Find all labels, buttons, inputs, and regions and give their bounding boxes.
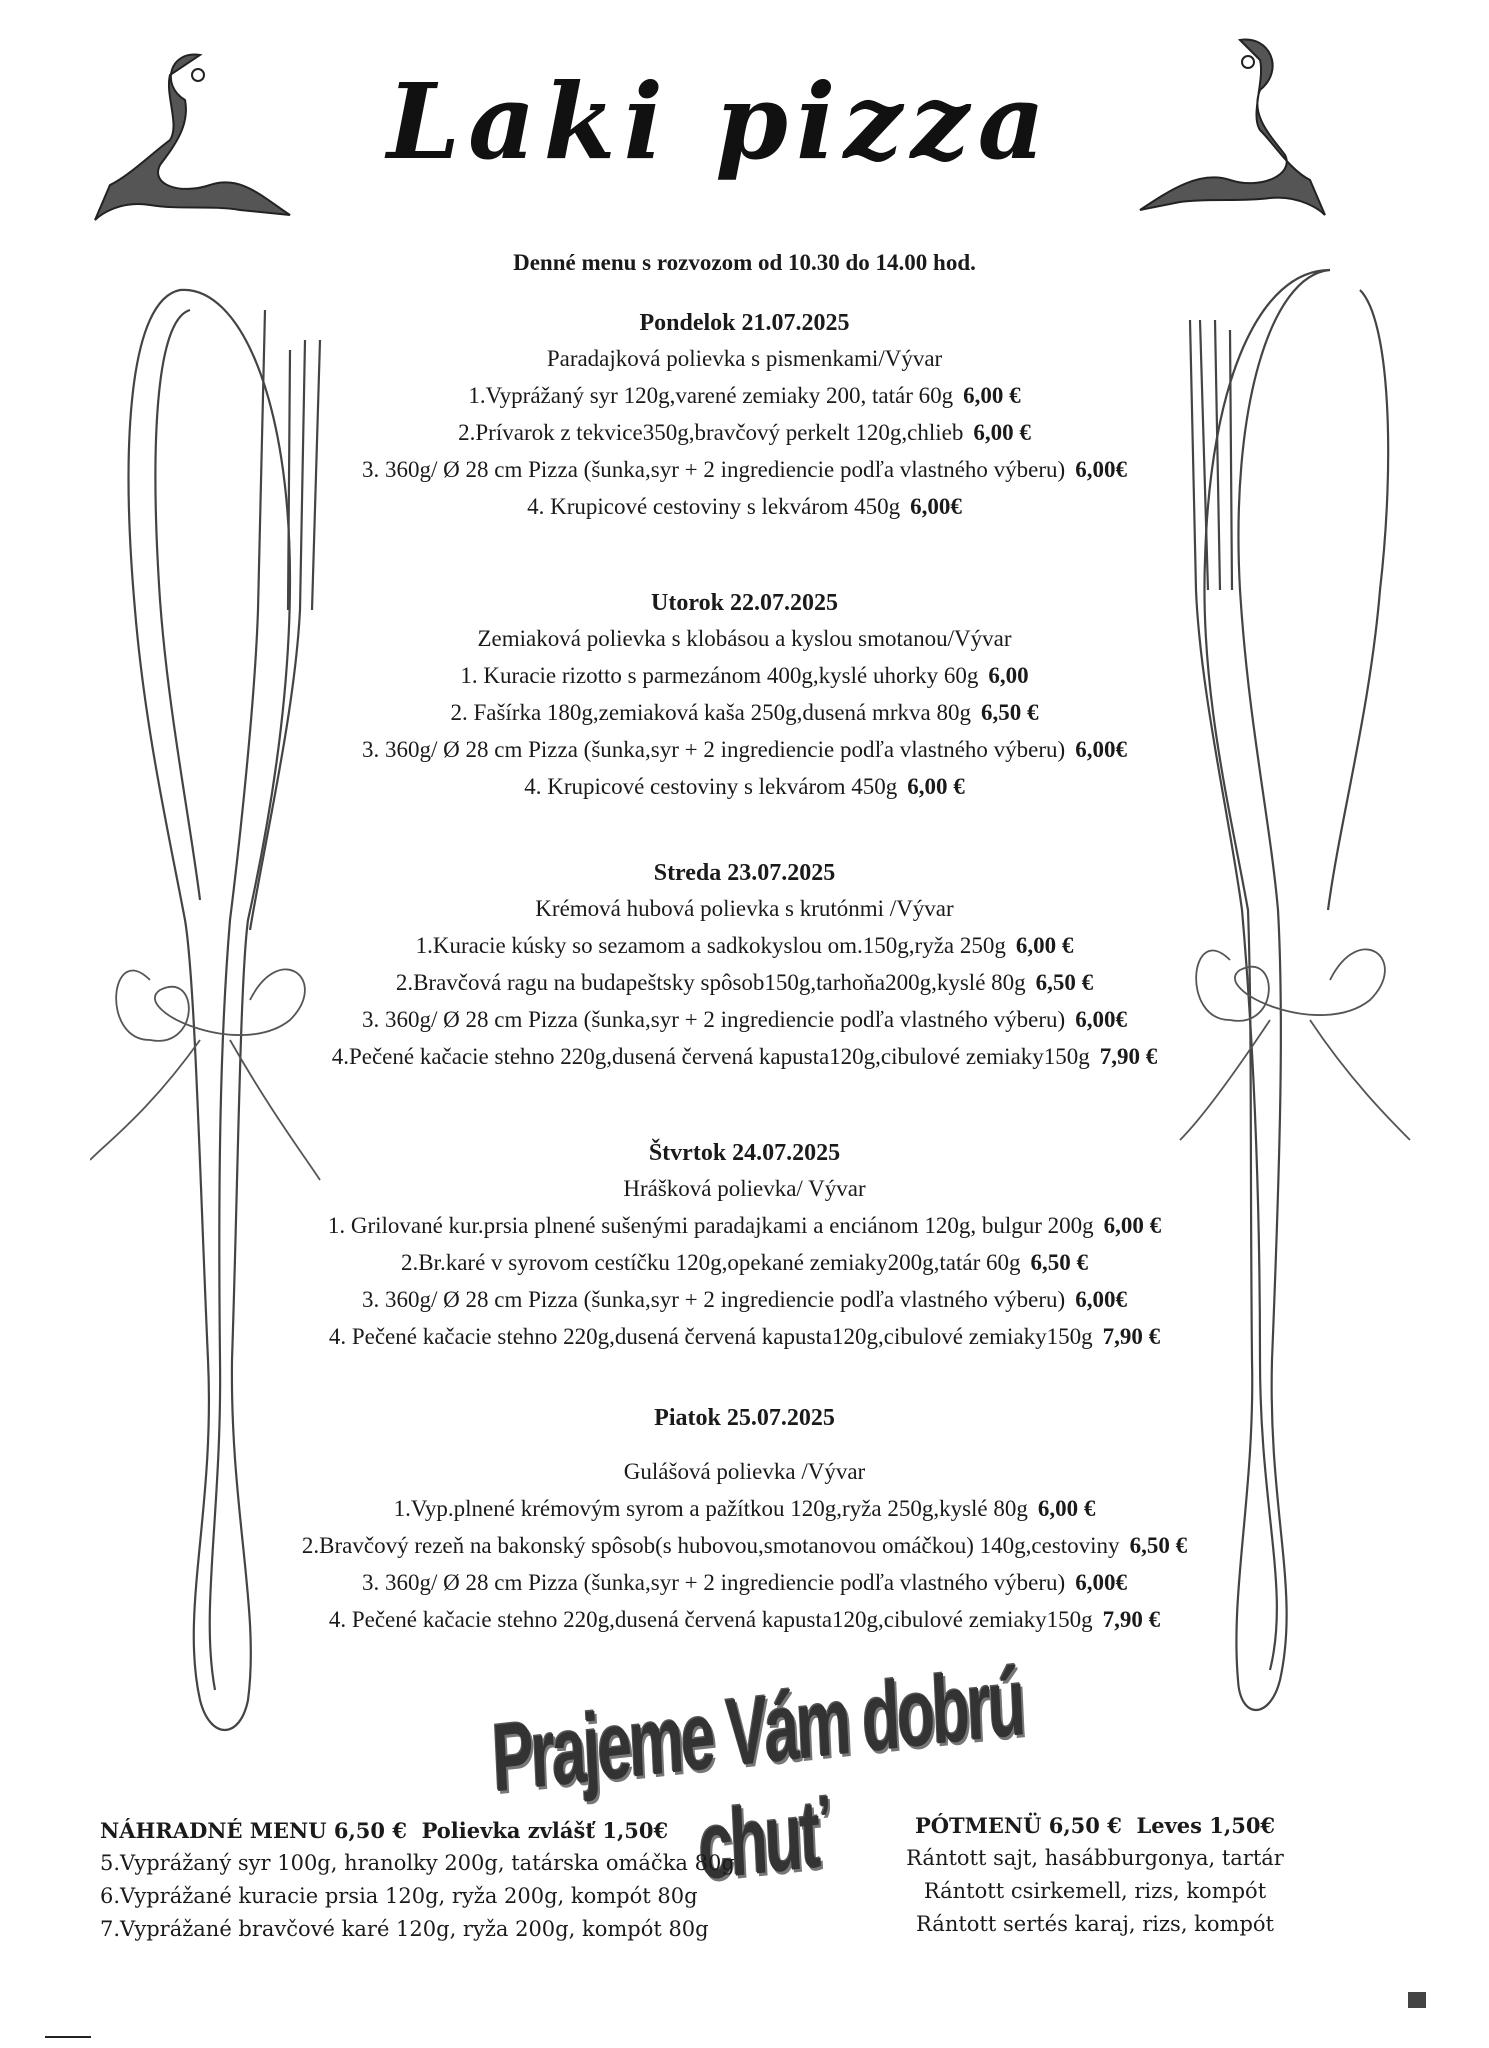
day-section-wednesday <box>0 855 1489 1075</box>
menu-item-price: 6,50 € <box>1035 970 1094 995</box>
day-heading: Piatok 25.07.2025 <box>654 1405 835 1431</box>
menu-item-price: 6,00 € <box>1037 1496 1096 1521</box>
list-item: Rántott csirkemell, rizs, kompót <box>923 1879 1267 1903</box>
menu-item <box>0 1001 1489 1038</box>
menu-item <box>0 731 1489 768</box>
menu-item <box>0 1564 1489 1601</box>
menu-item <box>0 1601 1489 1638</box>
menu-item-price: 6,00€ <box>910 494 962 519</box>
good-appetite-banner: Prajeme Vám dobrú chuť <box>490 1649 1025 1902</box>
alt-soup-price: 1,50€ <box>602 1818 669 1843</box>
day-heading: Pondelok 21.07.2025 <box>639 310 850 336</box>
menu-item-price: 6,50 € <box>1129 1533 1188 1558</box>
menu-item-price: 6,00€ <box>1075 1287 1127 1312</box>
menu-item <box>0 1038 1489 1075</box>
menu-item <box>0 768 1489 805</box>
day-section-monday <box>0 305 1489 525</box>
menu-item-text: 2.Bravčový rezeň na bakonský spôsob(s hubovou,smotanovou omáčkou) 140g,cestoviny <box>301 1533 1120 1558</box>
menu-item-price: 6,00€ <box>1075 1570 1127 1595</box>
alt-menu-price: 6,50 € <box>333 1818 407 1843</box>
pot-menu-price: 6,50 € <box>1048 1813 1122 1838</box>
menu-item-text: 1. Grilované kur.prsia plnené sušenými paradajkami a enciánom 120g, bulgur 200g <box>327 1213 1094 1238</box>
menu-item <box>0 1318 1489 1355</box>
menu-item-text: 2. Fašírka 180g,zemiaková kaša 250g,dusená mrkva 80g <box>450 700 972 725</box>
alt-menu-label: NÁHRADNÉ MENU <box>100 1818 327 1843</box>
day-section-tuesday <box>0 585 1489 805</box>
menu-item-price: 7,90 € <box>1102 1607 1161 1632</box>
day-heading: Štvrtok 24.07.2025 <box>648 1140 841 1166</box>
menu-item-price: 6,00€ <box>1075 1007 1127 1032</box>
menu-item-price: 6,00 <box>988 663 1029 688</box>
menu-item <box>0 1207 1489 1244</box>
menu-item-price: 6,00 € <box>963 383 1021 408</box>
list-item: 7.Vyprážané bravčové karé 120g, ryža 200g, kompót 80g <box>100 1917 709 1941</box>
menu-item-text: 3. 360g/ Ø 28 cm Pizza (šunka,syr + 2 ingrediencie podľa vlastného výberu) <box>362 737 1066 762</box>
menu-item-text: 1.Vyp.plnené krémovým syrom a pažítkou 120g,ryža 250g,kyslé 80g <box>393 1496 1028 1521</box>
menu-item-text: 3. 360g/ Ø 28 cm Pizza (šunka,syr + 2 ingrediencie podľa vlastného výberu) <box>362 1570 1066 1595</box>
menu-item-text: 4. Krupicové cestoviny s lekvárom 450g <box>524 774 898 799</box>
menu-item <box>0 694 1489 731</box>
soup-line: Krémová hubová polievka s krutónmi /Vývar <box>535 896 954 921</box>
pot-soup-label: Leves <box>1136 1813 1202 1838</box>
menu-item-price: 6,00€ <box>1075 457 1127 482</box>
menu-item-price: 6,00 € <box>1015 933 1074 958</box>
menu-item <box>0 488 1489 525</box>
day-heading: Utorok 22.07.2025 <box>651 590 838 616</box>
pot-menu-label: PÓTMENÜ <box>914 1813 1042 1838</box>
list-item: Rántott sajt, hasábburgonya, tartár <box>906 1846 1284 1870</box>
roadrunner-right-image <box>1110 30 1330 220</box>
menu-item-text: 3. 360g/ Ø 28 cm Pizza (šunka,syr + 2 ingrediencie podľa vlastného výberu) <box>362 457 1066 482</box>
menu-item-text: 3. 360g/ Ø 28 cm Pizza (šunka,syr + 2 ingrediencie podľa vlastného výberu) <box>362 1007 1066 1032</box>
menu-item-text: 4. Pečené kačacie stehno 220g,dusená červená kapusta120g,cibulové zemiaky150g <box>328 1607 1093 1632</box>
restaurant-logo-title: Laki pizza <box>386 60 1053 183</box>
menu-item-price: 6,00 € <box>1103 1213 1162 1238</box>
alternative-menu <box>100 1815 735 1946</box>
soup-line: Zemiaková polievka s klobásou a kyslou smotanou/Vývar <box>477 626 1012 651</box>
menu-item-text: 2.Prívarok z tekvice350g,bravčový perkelt 120g,chlieb <box>458 420 964 445</box>
menu-item <box>0 657 1489 694</box>
menu-item-price: 6,50 € <box>1030 1250 1089 1275</box>
substitute-menu-hungarian <box>905 1810 1285 1941</box>
alt-soup-label: Polievka zvlášť <box>421 1818 596 1843</box>
menu-item-text: 4.Pečené kačacie stehno 220g,dusená červená kapusta120g,cibulové zemiaky150g <box>331 1044 1090 1069</box>
menu-item-text: 4. Pečené kačacie stehno 220g,dusená červená kapusta120g,cibulové zemiaky150g <box>328 1324 1093 1349</box>
menu-item-text: 1.Vyprážaný syr 120g,varené zemiaky 200, tatár 60g <box>468 383 954 408</box>
list-item: Rántott sertés karaj, rizs, kompót <box>916 1912 1274 1936</box>
alternative-menu-heading <box>100 1815 735 1847</box>
scan-mark <box>1408 1992 1426 2008</box>
day-heading: Streda 23.07.2025 <box>653 860 836 886</box>
delivery-hours-subtitle: Denné menu s rozvozom od 10.30 do 14.00 hod. <box>513 250 976 275</box>
menu-item-price: 6,00 € <box>907 774 965 799</box>
menu-item-text: 2.Bravčová ragu na budapeštsky spôsob150g,tarhoňa200g,kyslé 80g <box>395 970 1026 995</box>
menu-item <box>0 927 1489 964</box>
menu-item <box>0 964 1489 1001</box>
menu-item-text: 2.Br.karé v syrovom cestíčku 120g,opekané zemiaky200g,tatár 60g <box>400 1250 1021 1275</box>
menu-item <box>0 1490 1489 1527</box>
menu-item <box>0 451 1489 488</box>
pot-menu-heading <box>905 1810 1285 1842</box>
list-item: 6.Vyprážané kuracie prsia 120g, ryža 200g, kompót 80g <box>100 1884 698 1908</box>
divider <box>45 2036 91 2038</box>
menu-item-price: 6,00 € <box>973 420 1031 445</box>
menu-item-price: 6,50 € <box>981 700 1039 725</box>
menu-item <box>0 1281 1489 1318</box>
soup-line: Gulášová polievka /Vývar <box>623 1459 866 1484</box>
menu-item <box>0 377 1489 414</box>
pot-soup-price: 1,50€ <box>1209 1813 1276 1838</box>
menu-item <box>0 1527 1489 1564</box>
list-item: 5.Vyprážaný syr 100g, hranolky 200g, tatárska omáčka 80g <box>100 1851 735 1875</box>
menu-item <box>0 1244 1489 1281</box>
menu-item-price: 7,90 € <box>1102 1324 1161 1349</box>
roadrunner-left-image <box>90 45 320 225</box>
soup-line: Hrášková polievka/ Vývar <box>623 1176 866 1201</box>
menu-item-text: 4. Krupicové cestoviny s lekvárom 450g <box>527 494 901 519</box>
soup-line: Paradajková polievka s pismenkami/Vývar <box>546 346 943 371</box>
menu-item-text: 3. 360g/ Ø 28 cm Pizza (šunka,syr + 2 ingrediencie podľa vlastného výberu) <box>362 1287 1066 1312</box>
menu-item-price: 7,90 € <box>1099 1044 1158 1069</box>
menu-item-text: 1. Kuracie rizotto s parmezánom 400g,kyslé uhorky 60g <box>460 663 979 688</box>
day-section-thursday <box>0 1135 1489 1355</box>
day-section-friday <box>0 1400 1489 1638</box>
menu-item-text: 1.Kuracie kúsky so sezamom a sadkokyslou om.150g,ryža 250g <box>415 933 1006 958</box>
menu-item <box>0 414 1489 451</box>
menu-item-price: 6,00€ <box>1075 737 1127 762</box>
